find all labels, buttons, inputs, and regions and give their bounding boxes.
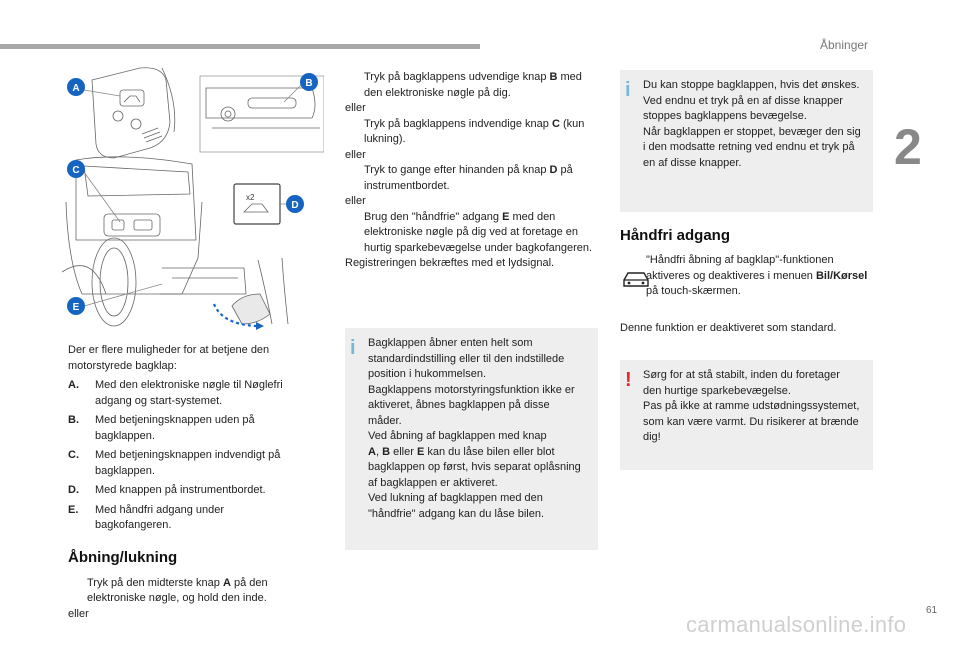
double-press-badge: x2	[246, 193, 255, 202]
or-text: eller	[345, 195, 366, 207]
callout-d-label: D	[291, 200, 299, 211]
warning-box: ! Sørg for at stå stabilt, inden du foretager den hurtige sparkebevægelse. Pas på ikke at ramme udstødningssystemet, som kan være varmt. Du risikerer at brænde dig!	[620, 360, 873, 470]
intro-text: Der er flere muligheder for at betjene den motorstyrede bagklap:	[68, 344, 270, 372]
chapter-number: 2	[894, 119, 922, 175]
step-item: Brug den "håndfrie" adgang E med den elektroniske nøgle på dig ved at foretage en hurtig sparkebevægelse under bagkofangeren.	[364, 210, 593, 254]
callout-d	[286, 195, 304, 213]
step-item: Tryk på den midterste knap A på den elektroniske nøgle, og hold den inde.	[87, 576, 268, 604]
callout-c	[67, 160, 85, 178]
column-2	[345, 70, 603, 272]
info-box-stop: i Du kan stoppe bagklappen, hvis det ønskes. Ved endnu et tryk på en af disse knapper stoppes bagklappens bevægelse. Når bagklappen er stoppet, bevæger den sig i den modsatte retning ved endnu et tryk på en af disse knapper.	[620, 70, 873, 212]
or-text: eller	[345, 148, 366, 161]
callout-b	[300, 73, 318, 91]
callout-a-label: A	[72, 83, 80, 94]
callout-e-label: E	[72, 302, 80, 313]
column-1	[68, 343, 300, 622]
dashboard-button-drawing	[234, 184, 280, 224]
info-icon: i	[625, 79, 631, 101]
or-text: eller	[68, 607, 89, 620]
callout-c-label: C	[72, 165, 80, 176]
step-item: Tryk på bagklappens udvendige knap B med den elektroniske nøgle på dig.	[364, 71, 582, 99]
info-box-tailgate: i Bagklappen åbner enten helt som standardindstilling eller til den indstillede position i hukommelsen. Bagklappens motorstyringsfunktion ikke er aktiveret, åbnes bagklappen på disse måder. Ved åbning af bagklappen med knap A, B eller E kan du låse bilen eller blot bagklappen op først, hvis separat oplåsning af bagklappen er aktiveret. Ved lukning af bagklappen med den "håndfrie" adgang kan du låse bilen.	[345, 328, 598, 550]
section-title: Åbninger	[820, 38, 869, 52]
option-item: B. Med betjeningsknappen uden på bagklappen.	[68, 414, 255, 442]
info-icon: i	[350, 337, 356, 359]
callout-line-c	[84, 172, 120, 222]
callout-e	[67, 297, 85, 315]
warning-icon: !	[625, 369, 632, 391]
option-item: A. Med den elektroniske nøgle til Nøglefri adgang og start-systemet.	[68, 379, 283, 407]
option-item: D. Med knappen på instrumentbordet.	[68, 484, 266, 496]
heading-handsfree: Håndfri adgang	[620, 227, 731, 244]
tailgate-illustration	[62, 62, 324, 334]
or-text: eller	[345, 102, 366, 114]
heading-opening-closing: Åbning/lukning	[68, 548, 178, 566]
callout-line-a	[84, 90, 120, 96]
callout-b-label: B	[305, 78, 313, 89]
default-state-text: Denne funktion er deaktiveret som standard.	[620, 322, 837, 334]
option-item: E. Med håndfri adgang under bagkofangeren.	[68, 503, 225, 531]
step-item: Tryk på bagklappens indvendige knap C (kun lukning).	[364, 117, 585, 145]
confirm-text: Registreringen bekræftes med et lydsignal.	[345, 257, 555, 269]
header-rule	[0, 44, 480, 49]
handsfree-setting-text: "Håndfri åbning af bagklap"-funktionen aktiveres og deaktiveres i menuen Bil/Kørsel på touch-skærmen.	[646, 254, 868, 297]
kick-arrow-head	[256, 322, 264, 330]
page-number: 61	[926, 605, 938, 616]
option-item: C. Med betjeningsknappen indvendigt på bagklappen.	[68, 449, 281, 477]
callout-a	[67, 78, 85, 96]
open-tailgate-drawing	[62, 157, 246, 326]
step-item: Tryk to gange efter hinanden på knap D på instrumentbordet.	[364, 164, 573, 192]
callout-line-e	[84, 284, 162, 306]
watermark: carmanualsonline.info	[686, 612, 907, 637]
key-fob-drawing	[92, 68, 175, 158]
